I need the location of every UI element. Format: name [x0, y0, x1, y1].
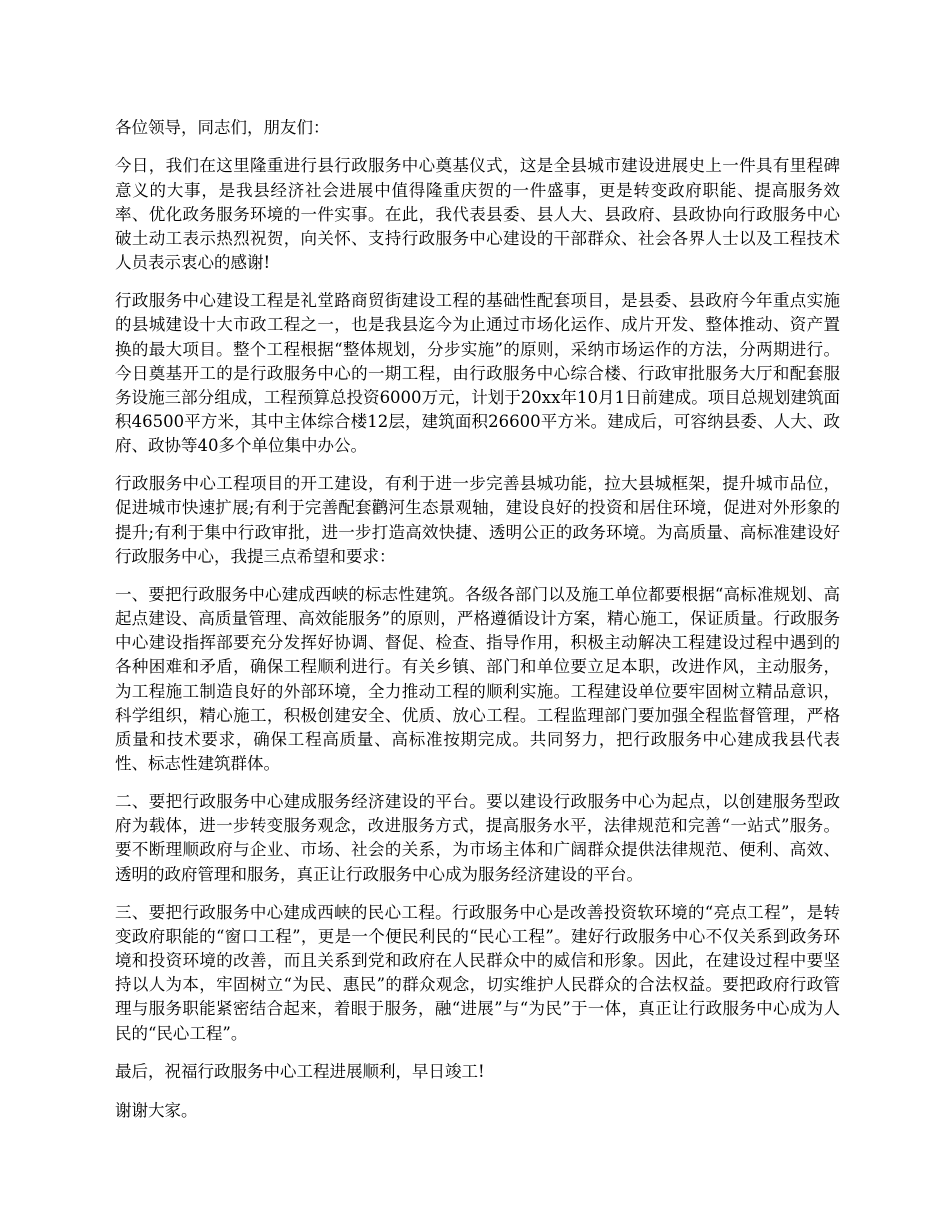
paragraph-significance: 行政服务中心工程项目的开工建设，有利于进一步完善县城功能，拉大县城框架，提升城市品位，促进城市快速扩展;有利于完善配套鹳河生态景观轴，建设良好的投资和居住环境，促进对外形象的提升;有利于集中行政审批，进一步打造高效快捷、透明公正的政务环境。为高质量、高标准建设好行政服务中心，我提三点希望和要求：: [115, 474, 840, 566]
closing: 谢谢大家。: [115, 1100, 198, 1120]
paragraph-requirement-two: 二、要把行政服务中心建成服务经济建设的平台。要以建设行政服务中心为起点，以创建服务型政府为载体，进一步转变服务观念，改进服务方式，提高服务水平，法律规范和完善“一站式”服务。要不断理顺政府与企业、市场、社会的关系，为市场主体和广阔群众提供法律规范、便利、高效、透明的政府管理和服务，真正让行政服务中心成为服务经济建设的平台。: [115, 792, 840, 884]
paragraph-requirement-one: 一、要把行政服务中心建成西峡的标志性建筑。各级各部门以及施工单位都要根据“高标准规划、高起点建设、高质量管理、高效能服务”的原则，严格遵循设计方案，精心施工，保证质量。行政服务中心建设指挥部要充分发挥好协调、督促、检查、指导作用，积极主动解决工程建设过程中遇到的各种困难和矛盾，确保工程顺利进行。有关乡镇、部门和单位要立足本职，改进作风，主动服务，为工程施工制造良好的外部环境，全力推动工程的顺利实施。工程建设单位要牢固树立精品意识，科学组织，精心施工，积极创建安全、优质、放心工程。工程监理部门要加强全程监督管理，严格质量和技术要求，确保工程高质量、高标准按期完成。共同努力，把行政服务中心建成我县代表性、标志性建筑群体。: [115, 585, 840, 773]
greeting: 各位领导，同志们，朋友们：: [115, 118, 330, 137]
paragraph-requirement-three: 三、要把行政服务中心建成西峡的民心工程。行政服务中心是改善投资软环境的“亮点工程”，是转变政府职能的“窗口工程”，更是一个便民利民的“民心工程”。建好行政服务中心不仅关系到政务环境和投资环境的改善，而且关系到党和政府在人民群众中的威信和形象。因此，在建设过程中要坚持以人为本，牢固树立“为民、惠民”的群众观念，切实维护人民群众的合法权益。要把政府行政管理与服务职能紧密结合起来，着眼于服务，融“进展”与“为民”于一体，真正让行政服务中心成为人民的“民心工程”。: [115, 903, 840, 1043]
paragraph-wishes: 最后，祝福行政服务中心工程进展顺利，早日竣工!: [115, 1062, 485, 1082]
paragraph-opening: 今日，我们在这里隆重进行县行政服务中心奠基仪式，这是全县城市建设进展史上一件具有里程碑意义的大事，是我县经济社会进展中值得隆重庆贺的一件盛事，更是转变政府职能、提高服务效率、优化政务服务环境的一件实事。在此，我代表县委、县人大、县政府、县政协向行政服务中心破土动工表示热烈祝贺，向关怀、支持行政服务中心建设的干部群众、社会各界人士以及工程技术人员表示衷心的感谢!: [115, 156, 840, 272]
speech-body: [115, 116, 840, 1137]
paragraph-project-overview: 行政服务中心建设工程是礼堂路商贸街建设工程的基础性配套项目，是县委、县政府今年重点实施的县城建设十大市政工程之一，也是我县迄今为止通过市场化运作、成片开发、整体推动、资产置换的最大项目。整个工程根据“整体规划，分步实施”的原则，采纳市场运作的方法，分两期进行。今日奠基开工的是行政服务中心的一期工程，由行政服务中心综合楼、行政审批服务大厅和配套服务设施三部分组成，工程预算总投资6000万元，计划于20xx年10月1日前建成。项目总规划建筑面积46500平方米，其中主体综合楼12层，建筑面积26600平方米。建成后，可容纳县委、人大、政府、政协等40多个单位集中办公。: [115, 291, 840, 455]
